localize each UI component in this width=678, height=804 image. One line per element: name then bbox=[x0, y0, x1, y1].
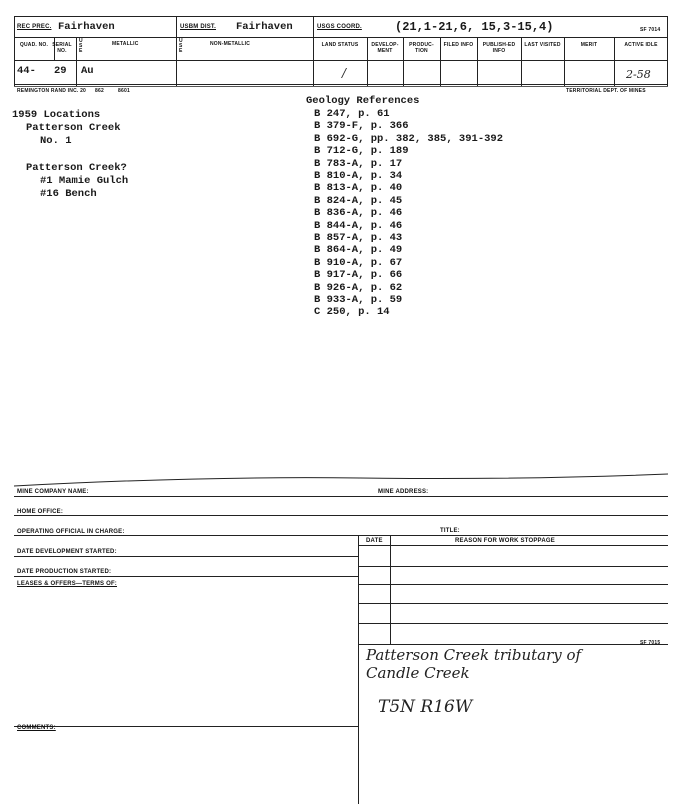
geology-ref: B 692-G, pp. 382, 385, 391-392 bbox=[314, 132, 504, 145]
usgs-coord-value: (21,1-21,6, 15,3-15,4) bbox=[395, 20, 554, 34]
mine-address-label: MINE ADDRESS: bbox=[378, 489, 429, 495]
usbm-dist-label: USBM DIST. bbox=[180, 24, 217, 30]
col-last-visited: LAST VISITED bbox=[524, 42, 561, 48]
geology-ref: B 864-A, p. 49 bbox=[314, 244, 403, 257]
usbm-dist-value: Fairhaven bbox=[236, 21, 293, 33]
comments-label: COMMENTS: bbox=[17, 725, 56, 731]
form-code: SF 7014 bbox=[640, 27, 661, 33]
geology-ref: B 810-A, p. 34 bbox=[314, 170, 403, 182]
col-active-idle: ACTIVE IDLE bbox=[624, 42, 658, 48]
col-production: PRODUC-TION bbox=[409, 42, 434, 54]
col-land-status: LAND STATUS bbox=[321, 42, 359, 48]
usgs-coord-label: USGS COORD. bbox=[317, 24, 362, 30]
geology-ref: B 933-A, p. 59 bbox=[314, 294, 403, 306]
date-dev-started-label: DATE DEVELOPMENT STARTED: bbox=[17, 549, 117, 555]
mine-company-name-label: MINE COMPANY NAME: bbox=[17, 489, 89, 495]
title-label: TITLE: bbox=[440, 528, 460, 534]
col-use-metallic: U S E bbox=[79, 38, 83, 54]
geology-ref: B 836-A, p. 46 bbox=[314, 207, 403, 220]
form-curve-line bbox=[0, 470, 678, 490]
geology-ref: B 247, p. 61 bbox=[314, 108, 390, 120]
location-item: #1 Mamie Gulch bbox=[40, 175, 129, 187]
geology-ref: B 910-A, p. 67 bbox=[314, 256, 403, 269]
location-item: Patterson Creek bbox=[26, 122, 121, 134]
col-published-info: PUBLISH-ED INFO bbox=[482, 42, 516, 54]
locations-group2-heading: Patterson Creek? bbox=[26, 162, 127, 174]
col-development: DEVELOP-MENT bbox=[371, 42, 399, 54]
row-quad: 44- bbox=[17, 65, 36, 77]
date-prod-started-label: DATE PRODUCTION STARTED: bbox=[17, 569, 112, 575]
date-label: DATE bbox=[366, 538, 383, 544]
locations-heading: 1959 Locations bbox=[12, 109, 101, 121]
geology-ref: B 844-A, p. 46 bbox=[314, 219, 403, 232]
handwritten-note-2: Candle Creek bbox=[366, 664, 470, 682]
printer-left: REMINGTON RAND INC. 20 bbox=[17, 88, 87, 94]
col-use-nonmetallic: U S E bbox=[179, 38, 183, 54]
col-nonmetallic: NON-METALLIC bbox=[210, 41, 251, 47]
col-filed-info: FILED INFO bbox=[443, 42, 474, 48]
geology-heading: Geology References bbox=[306, 95, 420, 107]
geology-ref: B 712-G, p. 189 bbox=[314, 145, 409, 158]
col-metallic: METALLIC bbox=[112, 41, 139, 47]
geology-ref: B 379-F, p. 366 bbox=[314, 120, 409, 133]
col-quad-no: QUAD. NO. bbox=[19, 42, 49, 48]
printer-mid2: 8601 bbox=[118, 88, 130, 94]
geology-ref: C 250, p. 14 bbox=[314, 306, 390, 319]
reason-label: REASON FOR WORK STOPPAGE bbox=[455, 538, 555, 544]
rec-prec-value: Fairhaven bbox=[58, 21, 115, 33]
location-item: No. 1 bbox=[40, 135, 72, 147]
leases-label: LEASES & OFFERS—TERMS OF: bbox=[17, 581, 118, 587]
geology-ref: B 857-A, p. 43 bbox=[314, 232, 403, 244]
row-active-idle-mark: 2-58 bbox=[626, 68, 651, 81]
rec-prec-label: REC PREC. bbox=[17, 24, 52, 30]
printer-mid1: 862 bbox=[95, 88, 104, 94]
geology-ref: B 783-A, p. 17 bbox=[314, 157, 403, 170]
row-metallic: Au bbox=[81, 65, 94, 77]
col-merit: MERIT bbox=[580, 42, 598, 48]
row-land-status-mark: / bbox=[342, 66, 347, 80]
row-serial: 29 bbox=[54, 65, 67, 77]
geology-ref: B 813-A, p. 40 bbox=[314, 182, 403, 195]
handwritten-note-1: Patterson Creek tributary of bbox=[366, 646, 582, 664]
printer-right: TERRITORIAL DEPT. OF MINES bbox=[566, 88, 646, 94]
form-code-2: SF 7015 bbox=[640, 640, 661, 646]
col-serial-no: SERIAL NO. bbox=[52, 42, 72, 54]
home-office-label: HOME OFFICE: bbox=[17, 509, 64, 515]
handwritten-note-3: T5N R16W bbox=[378, 697, 473, 717]
geology-ref: B 824-A, p. 45 bbox=[314, 194, 403, 207]
operating-official-label: OPERATING OFFICIAL IN CHARGE: bbox=[17, 529, 125, 535]
geology-ref: B 926-A, p. 62 bbox=[314, 281, 403, 294]
geology-ref: B 917-A, p. 66 bbox=[314, 269, 403, 282]
location-item: #16 Bench bbox=[40, 188, 97, 200]
